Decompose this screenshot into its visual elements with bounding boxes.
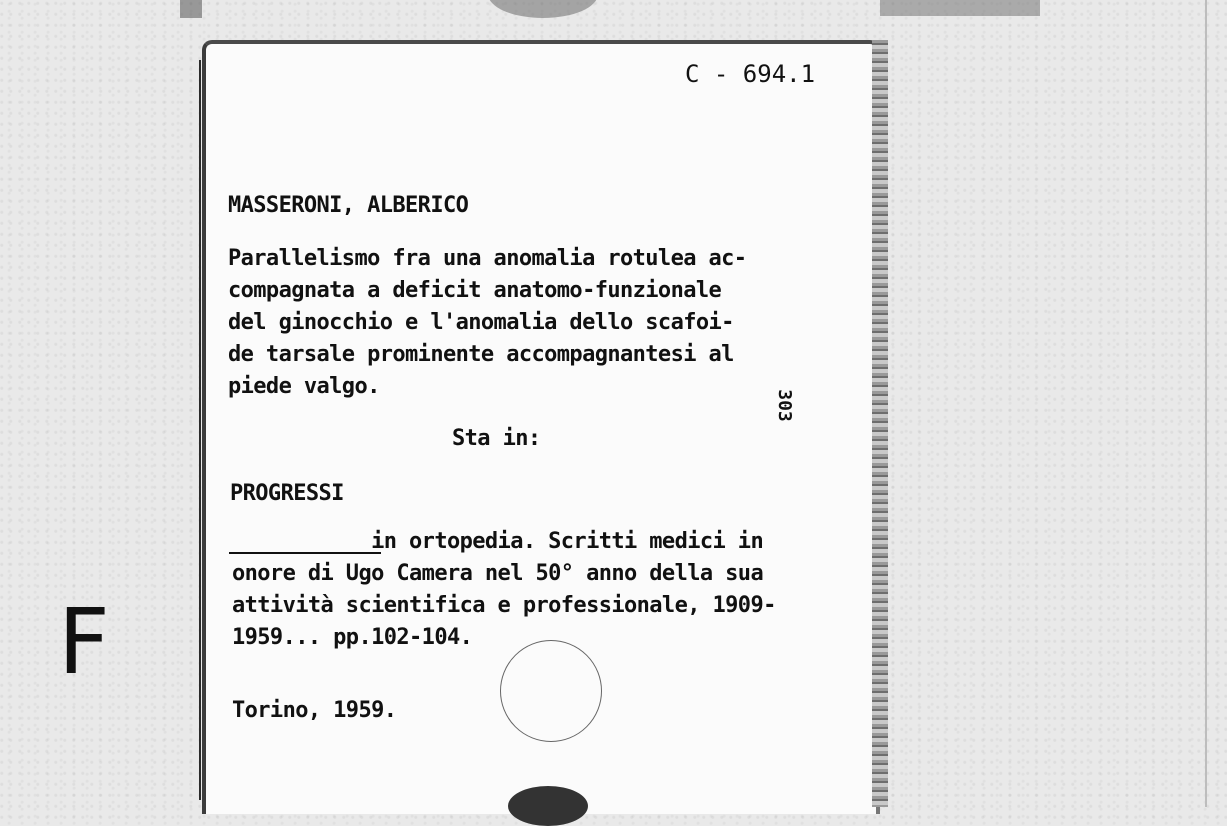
scan-edge-line [1205, 0, 1207, 807]
margin-letter: F [58, 590, 110, 695]
adjacent-card-fragment [880, 0, 1040, 16]
title-line: compagnata a deficit anatomo-funzionale [228, 278, 722, 303]
card-left-edge [199, 60, 201, 800]
title-line: piede valgo. [228, 374, 380, 399]
punch-hole [500, 640, 602, 742]
adjacent-card-hole [488, 0, 598, 18]
publication-line: attività scientifica e professionale, 1909- [232, 593, 776, 618]
title-line: de tarsale prominente accompagnantesi al [228, 342, 734, 367]
sta-in-label: Sta in: [452, 426, 541, 451]
work-title [228, 243, 746, 403]
series-title: PROGRESSI [230, 481, 344, 506]
marginal-number: 303 [773, 389, 795, 422]
title-line: del ginocchio e l'anomalia dello scafoi- [228, 310, 734, 335]
publication-line: onore di Ugo Camera nel 50° anno della sua [232, 561, 764, 586]
author-name: MASSERONI, ALBERICO [228, 193, 469, 218]
adjacent-card-fragment [180, 0, 202, 18]
publication-line: 1959... pp.102-104. [232, 625, 473, 650]
card-right-edge [872, 40, 888, 807]
bottom-punch-hole [508, 786, 588, 826]
title-line: Parallelismo fra una anomalia rotulea ac- [228, 246, 747, 271]
catalog-number: C - 694.1 [685, 60, 816, 88]
publication-line: in ortopedia. Scritti medici in [232, 529, 764, 554]
place-and-year: Torino, 1959. [232, 698, 397, 723]
publication-details [232, 526, 776, 654]
